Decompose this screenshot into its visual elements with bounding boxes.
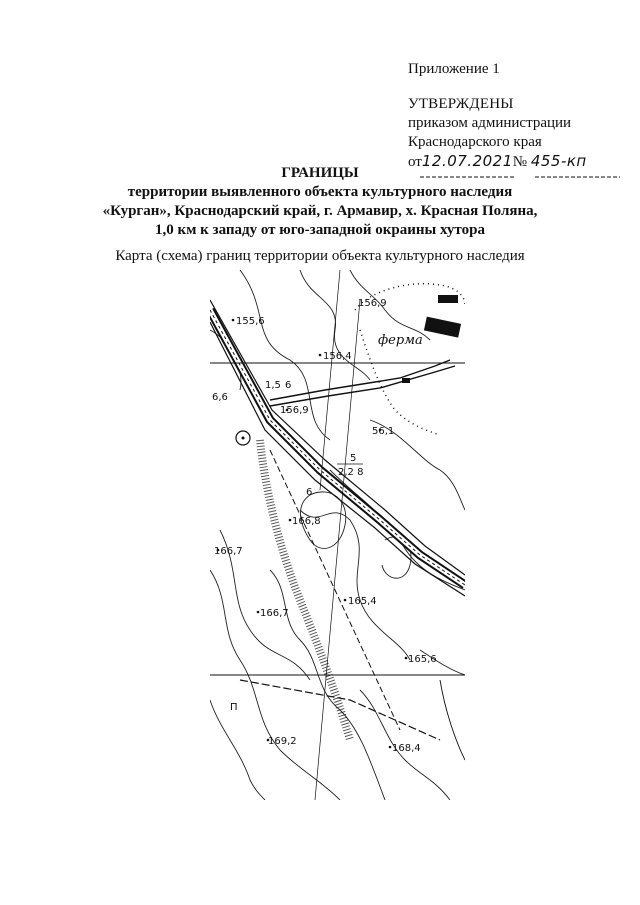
label-height-165-4: 165,4 (348, 596, 377, 607)
approved-label: УТВЕРЖДЕНЫ (408, 96, 514, 112)
contour-lines (210, 270, 465, 800)
title-main: ГРАНИЦЫ (281, 165, 359, 181)
label-p: П (230, 702, 238, 713)
date-value: 12.07.2021 (421, 152, 513, 170)
contour-line (440, 680, 465, 760)
spot-height-point (257, 611, 260, 614)
label-height-56-1: 56,1 (372, 426, 395, 437)
label-fraction-top: 5 (350, 453, 357, 464)
annex-label: Приложение 1 (408, 61, 500, 77)
spot-height-point (289, 519, 292, 522)
label-height-166-8: 166,8 (292, 516, 321, 527)
number-value: 455-кп (530, 152, 587, 170)
farm-building (424, 317, 461, 338)
mound-center (242, 437, 245, 440)
label-height-166-7b: 166,7 (260, 608, 289, 619)
grid-lines (210, 363, 465, 675)
label-fraction-bottom: 2,2 8 (338, 467, 364, 478)
power-line (315, 300, 360, 800)
farm-building (438, 295, 458, 303)
spot-height-point (344, 599, 347, 602)
label-height-156-4: 156,4 (323, 351, 352, 362)
label-1-5: 1,5 (265, 380, 281, 391)
power-line (320, 270, 340, 490)
topographic-map (210, 270, 465, 800)
spot-height-point (319, 354, 322, 357)
spot-height-point (232, 319, 235, 322)
map-caption: Карта (схема) границ территории объекта культурного наследия (115, 248, 525, 264)
title-line-3: 1,0 км к западу от юго-западной окраины хутора (155, 222, 485, 238)
road-edge (210, 300, 465, 575)
label-height-156-9: 156,9 (358, 298, 387, 309)
map-svg (210, 270, 465, 800)
label-6-6: 6,6 (212, 392, 228, 403)
date-prefix: от (408, 154, 422, 170)
region-line: Краснодарского края (408, 134, 542, 150)
approval-block (408, 60, 587, 172)
spot-height-point (405, 657, 408, 660)
label-6b: 6 (306, 487, 313, 498)
dashed-track (270, 450, 400, 730)
label-height-168-4: 168,4 (392, 743, 421, 754)
contour-line (210, 570, 340, 800)
farm-building (402, 378, 410, 383)
order-line: приказом администрации (408, 115, 572, 131)
number-sign: № (512, 154, 528, 170)
label-height-166-7: 166,7 (214, 546, 243, 557)
title-line-1: территории выявленного объекта культурного наследия (127, 184, 513, 200)
document-title (0, 164, 640, 240)
label-height-169-2: 169,2 (268, 736, 297, 747)
spot-height-point (389, 746, 392, 749)
label-height-155-6: 155,6 (236, 316, 265, 327)
label-6: 6 (285, 380, 292, 391)
label-height-156-9b: 156,9 (280, 405, 309, 416)
label-ferma: ферма (378, 333, 423, 348)
title-line-2: «Курган», Краснодарский край, г. Армавир, х. Красная Поляна, (102, 203, 538, 219)
contour-line (210, 700, 265, 800)
label-height-165-6: 165,6 (408, 654, 437, 665)
